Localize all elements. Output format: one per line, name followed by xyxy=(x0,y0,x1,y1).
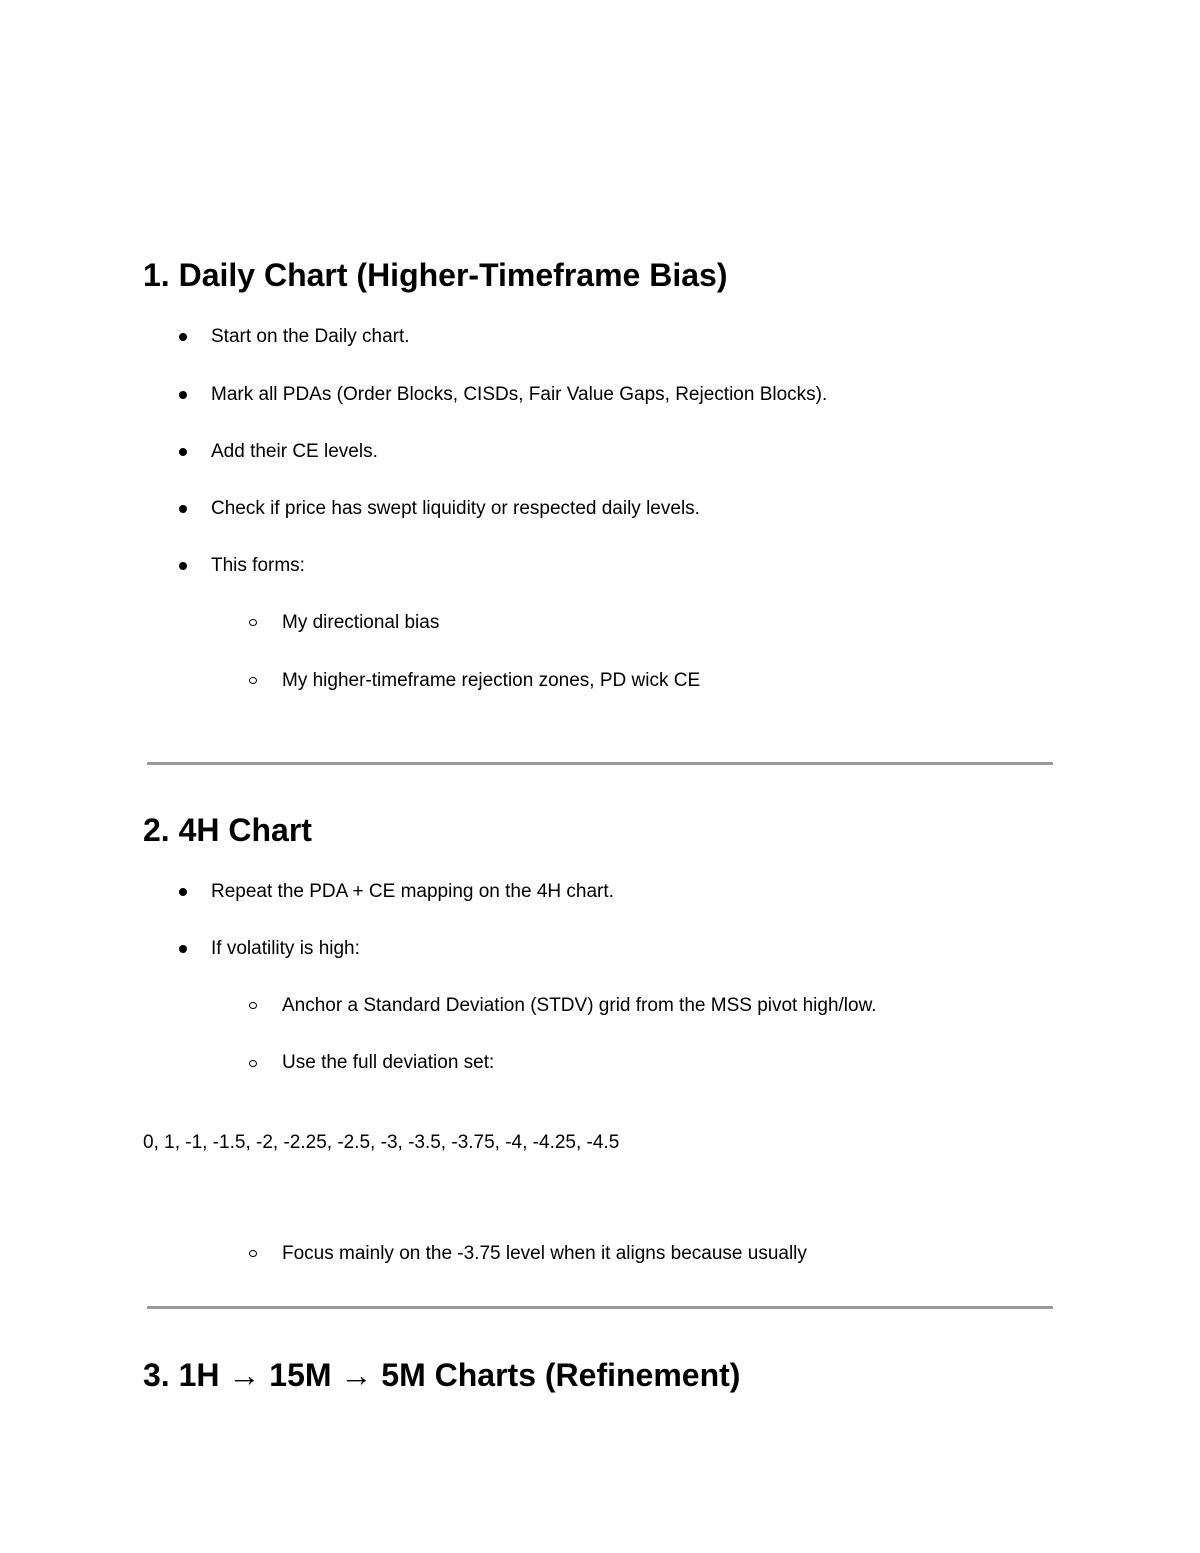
horizontal-divider xyxy=(147,1306,1053,1309)
bullet-disc-icon xyxy=(179,945,187,953)
list-item: Check if price has swept liquidity or respected daily levels. xyxy=(211,498,700,519)
bullet-circle-icon xyxy=(249,1060,257,1067)
deviation-set-text: 0, 1, -1, -1.5, -2, -2.25, -2.5, -3, -3.5, -3.75, -4, -4.25, -4.5 xyxy=(143,1132,620,1153)
bullet-circle-icon xyxy=(249,1250,257,1257)
section-2-heading: 2. 4H Chart xyxy=(143,812,312,848)
list-item: If volatility is high: xyxy=(211,938,360,959)
section-3-heading: 3. 1H → 15M → 5M Charts (Refinement) xyxy=(143,1357,741,1393)
list-item: This forms: xyxy=(211,555,305,576)
list-item: Add their CE levels. xyxy=(211,441,378,462)
bullet-disc-icon xyxy=(179,505,187,513)
bullet-disc-icon xyxy=(179,888,187,896)
horizontal-divider xyxy=(147,762,1053,765)
list-item: Start on the Daily chart. xyxy=(211,326,410,347)
bullet-disc-icon xyxy=(179,333,187,341)
bullet-circle-icon xyxy=(249,1002,257,1009)
section-1-heading: 1. Daily Chart (Higher-Timeframe Bias) xyxy=(143,257,728,293)
bullet-circle-icon xyxy=(249,619,257,626)
bullet-disc-icon xyxy=(179,562,187,570)
sub-list-item: Anchor a Standard Deviation (STDV) grid from the MSS pivot high/low. xyxy=(282,995,877,1016)
list-item: Repeat the PDA + CE mapping on the 4H chart. xyxy=(211,881,614,902)
sub-list-item: My directional bias xyxy=(282,612,440,633)
sub-list-item: My higher-timeframe rejection zones, PD wick CE xyxy=(282,670,701,691)
bullet-circle-icon xyxy=(249,677,257,684)
list-item: Mark all PDAs (Order Blocks, CISDs, Fair Value Gaps, Rejection Blocks). xyxy=(211,384,828,405)
bullet-disc-icon xyxy=(179,448,187,456)
sub-list-item: Focus mainly on the -3.75 level when it aligns because usually xyxy=(282,1243,807,1264)
bullet-disc-icon xyxy=(179,391,187,399)
sub-list-item: Use the full deviation set: xyxy=(282,1052,495,1073)
